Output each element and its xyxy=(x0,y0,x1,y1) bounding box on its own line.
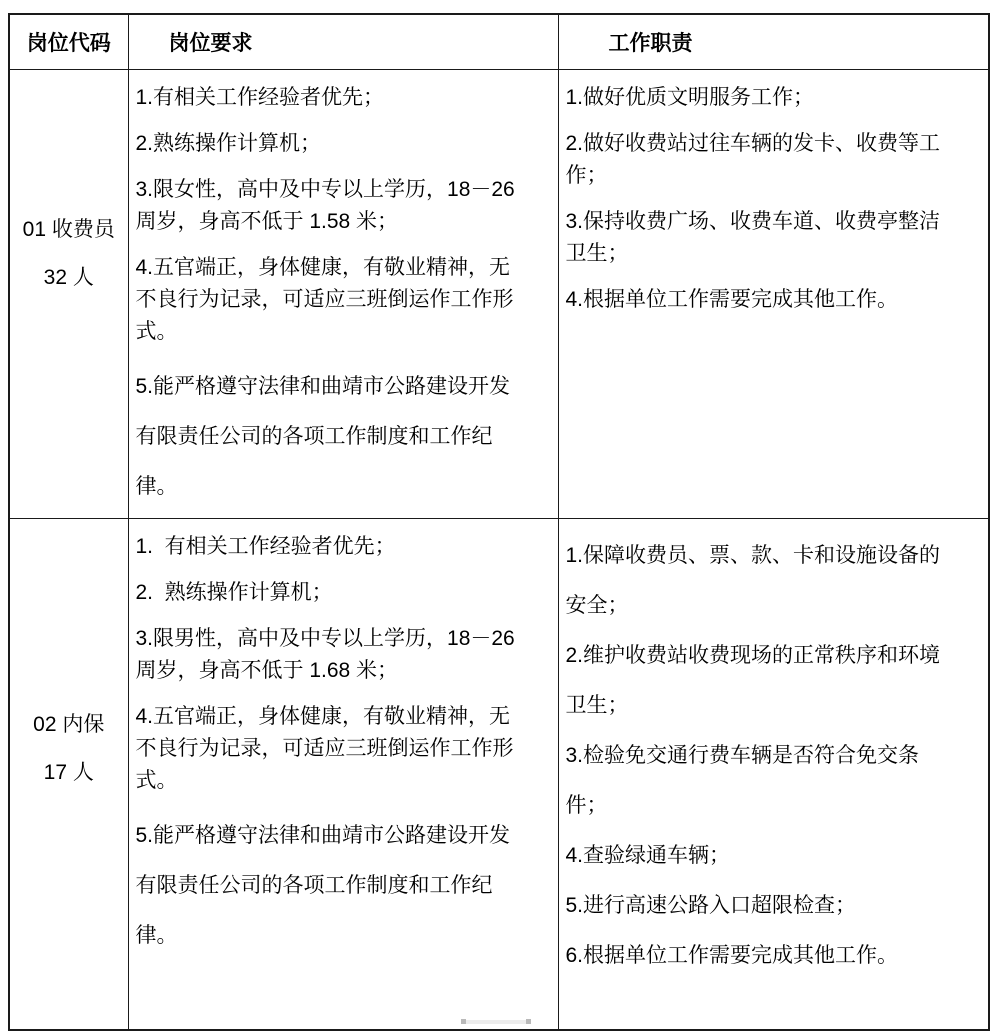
cell-paragraph xyxy=(136,623,555,687)
paragraph-line: 5.进行高速公路入口超限检查； xyxy=(565,893,857,917)
cell-paragraph xyxy=(566,881,986,931)
duties-cell-02 xyxy=(558,518,989,1030)
position-code-line: 01 收费员 xyxy=(22,217,115,241)
requirements-cell-02 xyxy=(128,518,558,1030)
position-code-line: 02 内保 xyxy=(33,712,105,736)
paragraph-line: 2. 熟练操作计算机； xyxy=(135,580,333,604)
cell-paragraph xyxy=(566,831,986,881)
cell-paragraph xyxy=(136,811,555,961)
paragraph-line: 3.限女性，高中及中专以上学历，18－26 xyxy=(135,177,515,201)
paragraph-line: 卫生； xyxy=(565,241,629,265)
paragraph-line: 有限责任公司的各项工作制度和工作纪 xyxy=(135,873,493,897)
paragraph-line: 周岁，身高不低于 1.68 米； xyxy=(135,658,399,682)
paragraph-line: 3.限男性，高中及中专以上学历，18－26 xyxy=(135,626,515,650)
paragraph-line: 3.保持收费广场、收费车道、收费亭整洁 xyxy=(565,209,941,233)
paragraph-line: 不良行为记录，可适应三班倒运作工作形 xyxy=(135,736,514,760)
paragraph-line: 1.做好优质文明服务工作； xyxy=(565,85,815,109)
selection-handle-left[interactable] xyxy=(461,1019,466,1024)
paragraph-line: 2.做好收费站过往车辆的发卡、收费等工 xyxy=(565,131,941,155)
paragraph-line: 有限责任公司的各项工作制度和工作纪 xyxy=(135,424,493,448)
paragraph-line: 周岁，身高不低于 1.58 米； xyxy=(135,209,399,233)
paragraph-line: 作； xyxy=(565,163,608,187)
paragraph-line: 律。 xyxy=(135,923,178,947)
cell-paragraph xyxy=(136,252,555,348)
cell-paragraph xyxy=(566,82,986,114)
position-code-cell-01 xyxy=(9,69,128,518)
paragraph-line: 3.检验免交通行费车辆是否符合免交条 xyxy=(565,743,920,767)
paragraph-line: 4.根据单位工作需要完成其他工作。 xyxy=(565,287,899,311)
paragraph-line: 6.根据单位工作需要完成其他工作。 xyxy=(565,943,899,967)
requirements-cell-01 xyxy=(128,69,558,518)
cell-paragraph xyxy=(136,701,555,797)
cell-paragraph xyxy=(566,731,986,831)
cell-paragraph xyxy=(136,362,555,512)
column-header-position-code: 岗位代码 xyxy=(9,14,128,69)
paragraph-line: 件； xyxy=(565,793,608,817)
paragraph-line: 不良行为记录，可适应三班倒运作工作形 xyxy=(135,287,514,311)
column-header-duties: 工作职责 xyxy=(558,14,989,69)
cell-paragraph xyxy=(566,531,986,631)
paragraph-line: 安全； xyxy=(565,593,629,617)
paragraph-line: 1.保障收费员、票、款、卡和设施设备的 xyxy=(565,543,941,567)
paragraph-line: 5.能严格遵守法律和曲靖市公路建设开发 xyxy=(135,374,511,398)
duties-cell-01 xyxy=(558,69,989,518)
cell-paragraph xyxy=(136,174,555,238)
cell-paragraph xyxy=(136,577,555,609)
cell-paragraph xyxy=(566,128,986,192)
cell-paragraph xyxy=(136,128,555,160)
position-code-line: 17 人 xyxy=(43,760,94,784)
cell-paragraph xyxy=(566,206,986,270)
table-row-position-01 xyxy=(9,69,989,518)
table-selection-handles xyxy=(461,1019,531,1025)
paragraph-line: 式。 xyxy=(135,768,178,792)
selection-bar xyxy=(464,1020,528,1024)
paragraph-line: 5.能严格遵守法律和曲靖市公路建设开发 xyxy=(135,823,511,847)
paragraph-line: 4.五官端正，身体健康，有敬业精神，无 xyxy=(135,704,511,728)
cell-paragraph xyxy=(566,284,986,316)
column-header-requirements: 岗位要求 xyxy=(128,14,558,69)
paragraph-line: 4.查验绿通车辆； xyxy=(565,843,731,867)
paragraph-line: 2.维护收费站收费现场的正常秩序和环境 xyxy=(565,643,941,667)
cell-paragraph xyxy=(136,531,555,563)
cell-paragraph xyxy=(566,931,986,981)
table-header-row xyxy=(9,14,989,69)
paragraph-line: 律。 xyxy=(135,474,178,498)
position-code-cell-02 xyxy=(9,518,128,1030)
paragraph-line: 2.熟练操作计算机； xyxy=(135,131,322,155)
paragraph-line: 1.有相关工作经验者优先； xyxy=(135,85,385,109)
selection-handle-right[interactable] xyxy=(526,1019,531,1024)
table-row-position-02 xyxy=(9,518,989,1030)
job-positions-table xyxy=(8,13,990,1031)
cell-paragraph xyxy=(136,82,555,114)
paragraph-line: 1. 有相关工作经验者优先； xyxy=(135,534,396,558)
paragraph-line: 4.五官端正，身体健康，有敬业精神，无 xyxy=(135,255,511,279)
cell-paragraph xyxy=(566,631,986,731)
paragraph-line: 卫生； xyxy=(565,693,629,717)
paragraph-line: 式。 xyxy=(135,319,178,343)
position-code-line: 32 人 xyxy=(43,265,94,289)
